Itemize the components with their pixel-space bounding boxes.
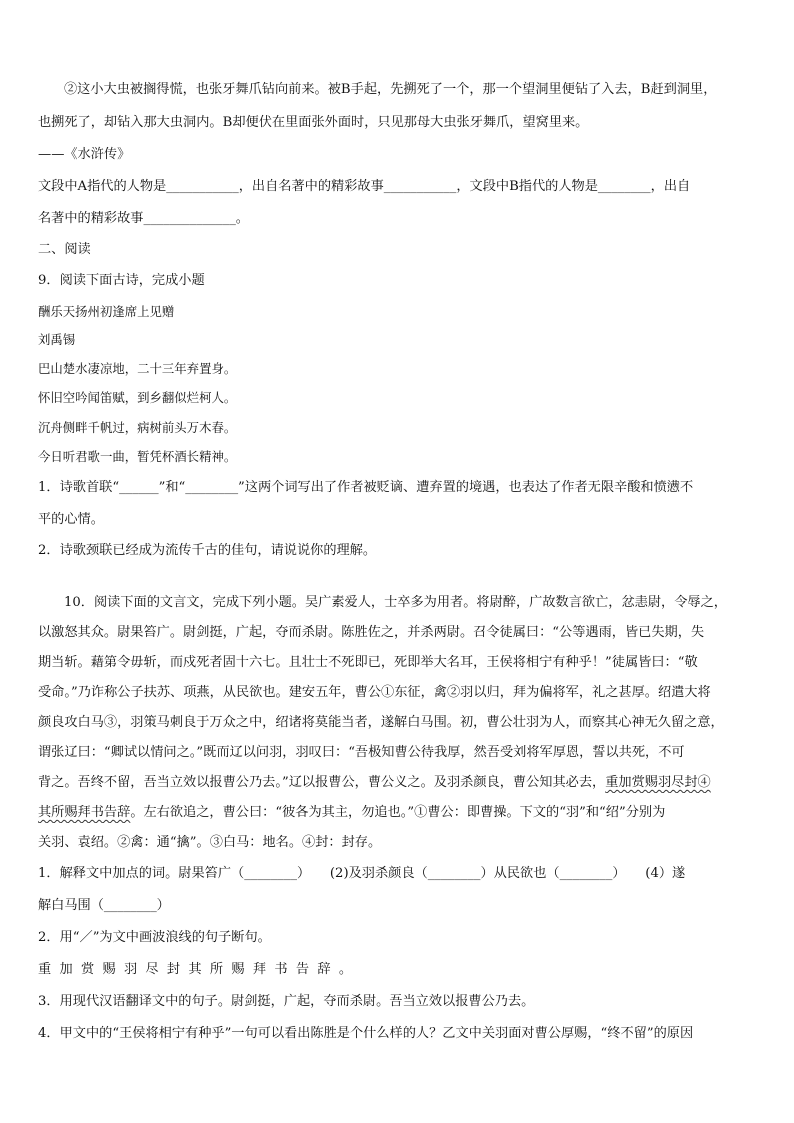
question-9-prompt: 9．阅读下面古诗，完成小题: [38, 273, 205, 288]
classical-passage-line-8: [38, 803, 758, 823]
shuihu-source: ——《水浒传》: [38, 147, 131, 162]
classical-passage-line-1: 10．阅读下面的文言文，完成下列小题。吴广素爱人，士卒多为用者。将尉醉，广故数言欲亡，忿恚尉，令辱之，: [64, 595, 727, 610]
classical-passage-line-6: 谓张辽曰：“卿试以情问之。”既而辽以问羽，羽叹曰：“吾极知曹公待我厚，然吾受刘将军厚恩，誓以共死，不可: [38, 745, 685, 760]
shuihu-passage-line-1: ②这小大虫被搁得慌，也张牙舞爪钻向前来。被B手起，先搠死了一个，那一个望洞里便钻了入去，B赶到洞里，: [64, 82, 717, 97]
classical-passage-line-5: 颜良攻白马③，羽策马刺良于万众之中，绍诸将莫能当者，遂解白马围。初，曹公壮羽为人，而察其心神无久留之意，: [38, 715, 724, 730]
poem-line-3: 沉舟侧畔千帆过，病树前头万木春。: [38, 420, 237, 435]
classical-passage-line-7-text: 背之。吾终不留，吾当立效以报曹公乃去。”辽以报曹公，曹公义之。及羽杀颜良，曹公知其必去，: [38, 775, 606, 790]
classical-passage-line-4: 受命。”乃诈称公子扶苏、项燕，从民欲也。建安五年，曹公①东征，禽②羽以归，拜为偏将军，礼之甚厚。绍遣大将: [38, 685, 711, 700]
question-10-1-line-2: 解白马围（________）: [38, 898, 170, 913]
poem-line-2: 怀旧空吟闻笛赋，到乡翻似烂柯人。: [38, 390, 237, 405]
question-10-4: 4．甲文中的“王侯将相宁有种乎”一句可以看出陈胜是个什么样的人？乙文中关羽面对曹公厚赐，“终不留”的原因: [38, 1026, 694, 1041]
classical-passage-line-2: 以激怒其众。尉果笞广。尉剑挺，广起，夺而杀尉。陈胜佐之，并杀两尉。召令徒属曰：“公等遇雨，皆已失期，失: [38, 625, 705, 640]
shuihu-question-line-1: 文段中A指代的人物是___________，出自名著中的精彩故事___________，文段中B指代的人物是________，出自: [38, 179, 691, 194]
poem-line-1: 巴山楚水凄凉地，二十三年弃置身。: [38, 361, 237, 376]
classical-passage-line-3: 期当斩。藉第令毋斩，而戍死者固十六七。且壮士不死即已，死即举大名耳，王侯将相宁有种乎！”徒属皆曰：“敬: [38, 655, 698, 670]
question-9-2: 2．诗歌颈联已经成为流传千古的佳句，请说说你的理解。: [38, 543, 377, 558]
poem-line-4: 今日听君歌一曲，暂凭杯酒长精神。: [38, 449, 237, 464]
shuihu-question-line-2: 名著中的精彩故事______________。: [38, 211, 249, 226]
question-9-1-line-1: 1．诗歌首联“______”和“________”这两个词写出了作者被贬谪、遭弃置的境遇，也表达了作者无限辛酸和愤懑不: [38, 480, 694, 495]
question-10-3: 3．用现代汉语翻译文中的句子。尉剑挺，广起，夺而杀尉。吾当立效以报曹公乃去。: [38, 994, 535, 1009]
question-10-2-sentence: 重加赏赐羽尽封其所赐拜书告辞。: [38, 962, 361, 977]
question-10-2: 2．用“／”为文中画波浪线的句子断句。: [38, 930, 271, 945]
section-heading-reading: 二、阅读: [38, 242, 91, 257]
poem-author: 刘禹锡: [38, 332, 76, 347]
classical-passage-end: 。左右欲追之，曹公曰：“彼各为其主，勿追也。”①曹公：即曹操。下文的“羽”和“绍”分别为: [130, 805, 666, 820]
wavy-underlined-sentence-part-1: 重加赏赐羽尽封④: [605, 775, 711, 790]
poem-title: 酬乐天扬州初逢席上见赠: [38, 304, 175, 319]
classical-notes: 关羽、袁绍。②禽：通“擒”。③白马：地名。④封：封存。: [38, 835, 382, 850]
question-10-1-line-1: 1．解释文中加点的词。尉果笞广（________） (2)及羽杀颜良（________）从民欲也（________） (4）遂: [38, 866, 686, 881]
classical-passage-line-7: [38, 773, 758, 793]
shuihu-passage-line-2: 也搠死了，却钻入那大虫洞内。B却便伏在里面张外面时，只见那母大虫张牙舞爪，望窝里来。: [38, 115, 589, 130]
question-9-1-line-2: 平的心情。: [38, 512, 104, 527]
wavy-underlined-sentence-part-2: 其所赐拜书告辞: [38, 805, 131, 820]
